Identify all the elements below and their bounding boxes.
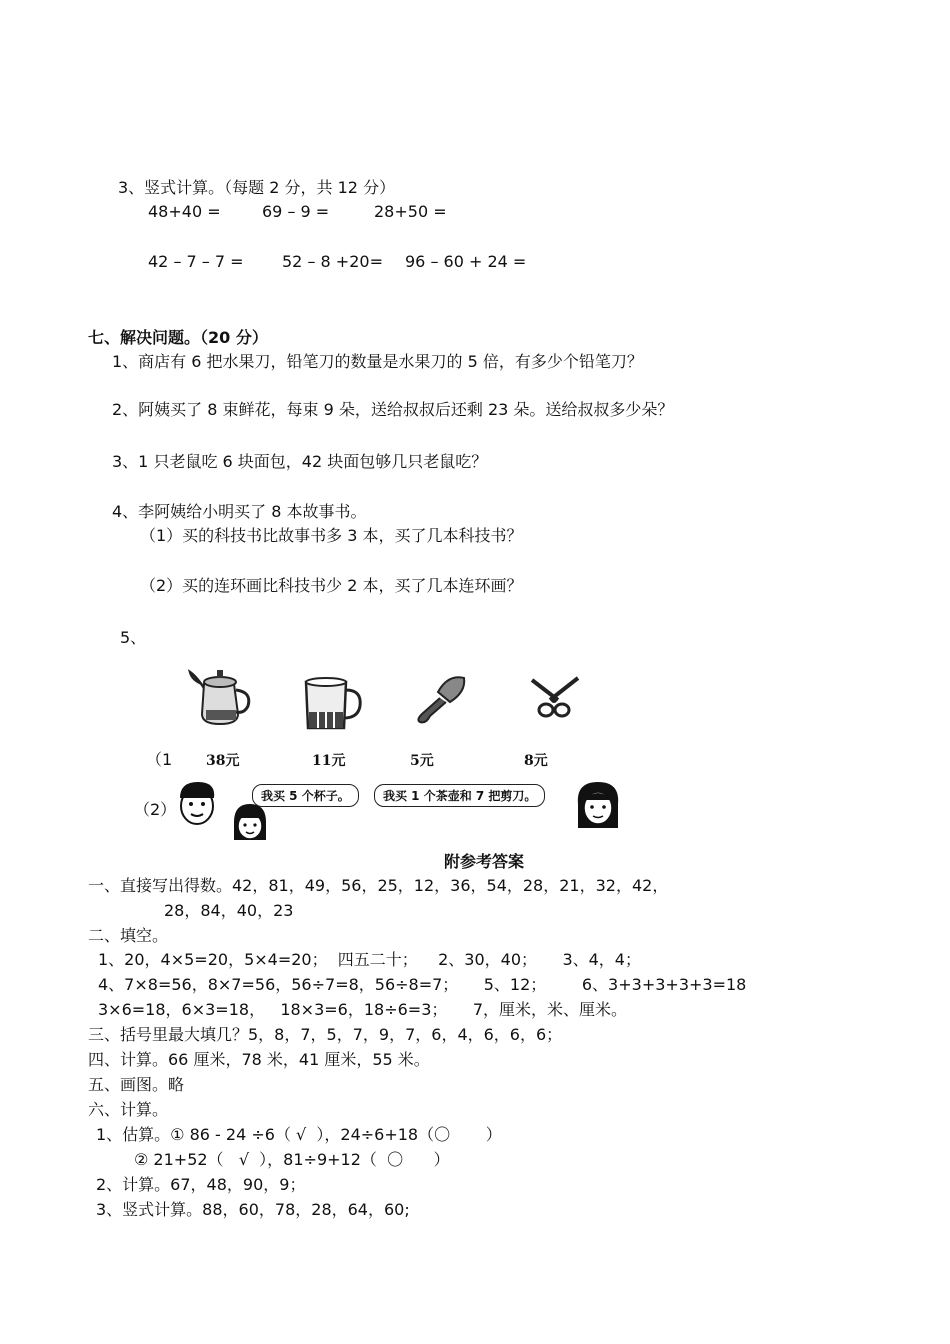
problem-5-sub-1: （1	[146, 750, 173, 769]
teapot-icon	[186, 666, 256, 728]
vertical-calc-row-1	[0, 202, 950, 222]
calc-item: 48+40 =	[148, 202, 221, 221]
answer-line: 3、竖式计算。88，60，78，28，64，60;	[96, 1200, 410, 1219]
problem-2: 2、阿姨买了 8 束鲜花，每束 9 朵，送给叔叔后还剩 23 朵。送给叔叔多少朵？	[112, 400, 674, 419]
section7-heading: 七、解决问题。（20 分）	[88, 328, 268, 347]
answer-line: 四、计算。66 厘米，78 米，41 厘米，55 米。	[88, 1050, 430, 1069]
boy-avatar	[174, 780, 220, 828]
price-label: 8元	[524, 753, 548, 769]
problem-5: 5、	[120, 628, 147, 647]
problem-3: 3、1 只老鼠吃 6 块面包，42 块面包够几只老鼠吃？	[112, 452, 488, 471]
calc-item: 52 – 8 +20=	[282, 252, 383, 271]
problem-4: 4、李阿姨给小明买了 8 本故事书。	[112, 502, 367, 521]
girl-avatar	[230, 802, 270, 842]
answer-line: 1、估算。① 86 - 24 ÷6（ √ ），24÷6+18（〇 ）	[96, 1125, 502, 1144]
answers-title: 附参考答案	[444, 852, 525, 871]
woman-avatar	[574, 780, 622, 830]
scissors-icon	[524, 670, 584, 722]
trowel-icon	[408, 670, 470, 726]
answer-line: 2、计算。67，48，90，9；	[96, 1175, 306, 1194]
calc-item: 42 – 7 – 7 =	[148, 252, 244, 271]
problem-4-part-2: （2）买的连环画比科技书少 2 本，买了几本连环画？	[140, 576, 523, 595]
calc-item: 96 – 60 + 24 =	[405, 252, 527, 271]
speech-bubble-left: 我买 5 个杯子。	[252, 784, 359, 807]
answer-line: 六、计算。	[88, 1100, 169, 1119]
answer-line: 28，84，40，23	[164, 901, 294, 920]
price-label: 38元	[206, 753, 240, 769]
speech-bubble-right: 我买 1 个茶壶和 7 把剪刀。	[374, 784, 545, 807]
problem-1: 1、商店有 6 把水果刀，铅笔刀的数量是水果刀的 5 倍，有多少个铅笔刀？	[112, 352, 643, 371]
calc-item: 69 – 9 =	[262, 202, 330, 221]
problem-4-part-1: （1）买的科技书比故事书多 3 本，买了几本科技书？	[140, 526, 523, 545]
cup-icon	[300, 676, 366, 734]
problem-5-sub-2: （2）	[134, 800, 177, 819]
answer-line: 1、20，4×5=20，5×4=20； 四五二十； 2、30，40； 3、4，4；	[98, 950, 641, 969]
price-label: 11元	[312, 753, 346, 769]
calc-item: 28+50 =	[374, 202, 447, 221]
section6-item3-title: 3、竖式计算。（每题 2 分，共 12 分）	[118, 178, 396, 197]
price-label: 5元	[410, 753, 434, 769]
answer-line: 一、直接写出得数。42，81，49，56，25，12，36，54，28，21，32，42，	[88, 876, 669, 895]
answer-line: 3×6=18，6×3=18， 18×3=6，18÷6=3； 7，厘米，米、厘米。	[98, 1000, 627, 1019]
answer-line: 4、7×8=56，8×7=56，56÷7=8，56÷8=7； 5、12； 6、3+3+3+3+3=18	[98, 975, 747, 994]
answer-line: 二、填空。	[88, 926, 169, 945]
vertical-calc-row-2	[0, 252, 950, 272]
answer-line: 三、括号里最大填几？5，8，7，5，7，9，7，6，4，6，6，6；	[88, 1025, 563, 1044]
answer-line: 五、画图。略	[88, 1075, 185, 1094]
answer-line: ② 21+52（ √ ），81÷9+12（ 〇 ）	[134, 1150, 450, 1169]
